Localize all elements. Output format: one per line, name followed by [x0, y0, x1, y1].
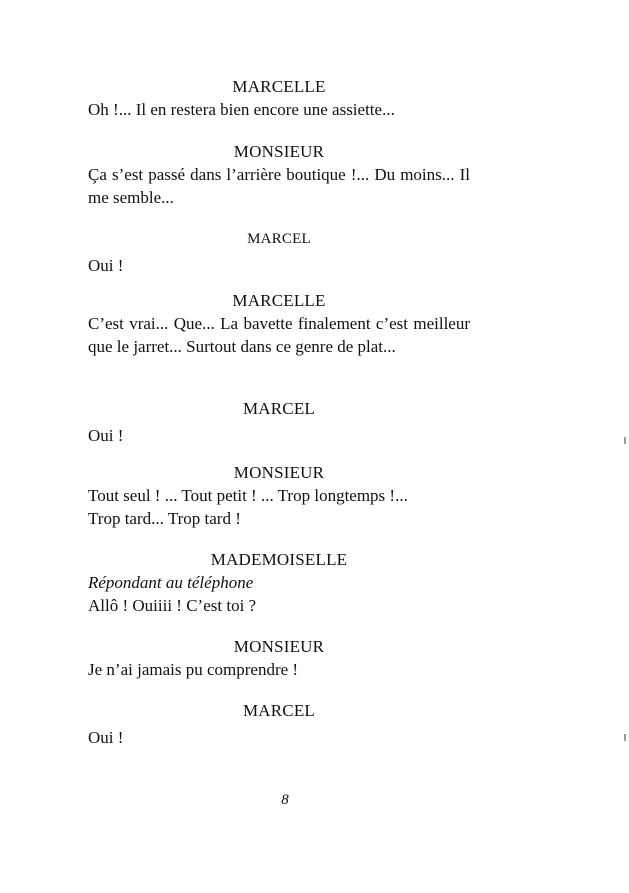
- dialogue-block: [88, 76, 470, 121]
- speaker-name: MARCEL: [242, 399, 316, 418]
- dialogue-block: [88, 549, 470, 617]
- stage-direction: Répondant au téléphone: [88, 573, 254, 592]
- speaker-name: MONSIEUR: [233, 637, 325, 656]
- dialogue-block: [88, 700, 470, 749]
- dialogue-line: Tout seul ! ... Tout petit ! ... Trop longtemps !...: [88, 486, 408, 505]
- scan-mark: [624, 734, 626, 741]
- dialogue-line: Trop tard... Trop tard !: [88, 509, 241, 528]
- speaker-name: MONSIEUR: [233, 142, 325, 161]
- dialogue-block: [88, 636, 470, 681]
- dialogue-block: [88, 398, 470, 447]
- speaker-name: MARCEL: [242, 701, 316, 720]
- dialogue-block: [88, 462, 470, 530]
- speaker-name: MONSIEUR: [233, 463, 325, 482]
- dialogue-line: Je n’ai jamais pu comprendre !: [88, 660, 299, 679]
- speaker-name: MARCEL: [247, 231, 311, 247]
- dialogue-line: C’est vrai... Que... La bavette finalement c’est meilleur que le jarret... Surtout dans ce genre de plat...: [88, 314, 470, 356]
- speaker-name: MADEMOISELLE: [210, 550, 348, 569]
- dialogue-block: [88, 290, 470, 358]
- dialogue-line: Oh !... Il en restera bien encore une assiette...: [88, 100, 395, 119]
- page-number: 8: [281, 792, 289, 808]
- dialogue-block: [88, 141, 470, 209]
- dialogue-line: Oui !: [88, 256, 124, 275]
- dialogue-line: Ça s’est passé dans l’arrière boutique !... Du moins... Il me semble...: [88, 165, 470, 207]
- scan-mark: [624, 437, 626, 444]
- speaker-name: MARCELLE: [232, 77, 326, 96]
- dialogue-line: Oui !: [88, 728, 124, 747]
- dialogue-line: Allô ! Ouiiii ! C’est toi ?: [88, 596, 257, 615]
- dialogue-block: [88, 228, 470, 277]
- speaker-name: MARCELLE: [232, 291, 326, 310]
- dialogue-line: Oui !: [88, 426, 124, 445]
